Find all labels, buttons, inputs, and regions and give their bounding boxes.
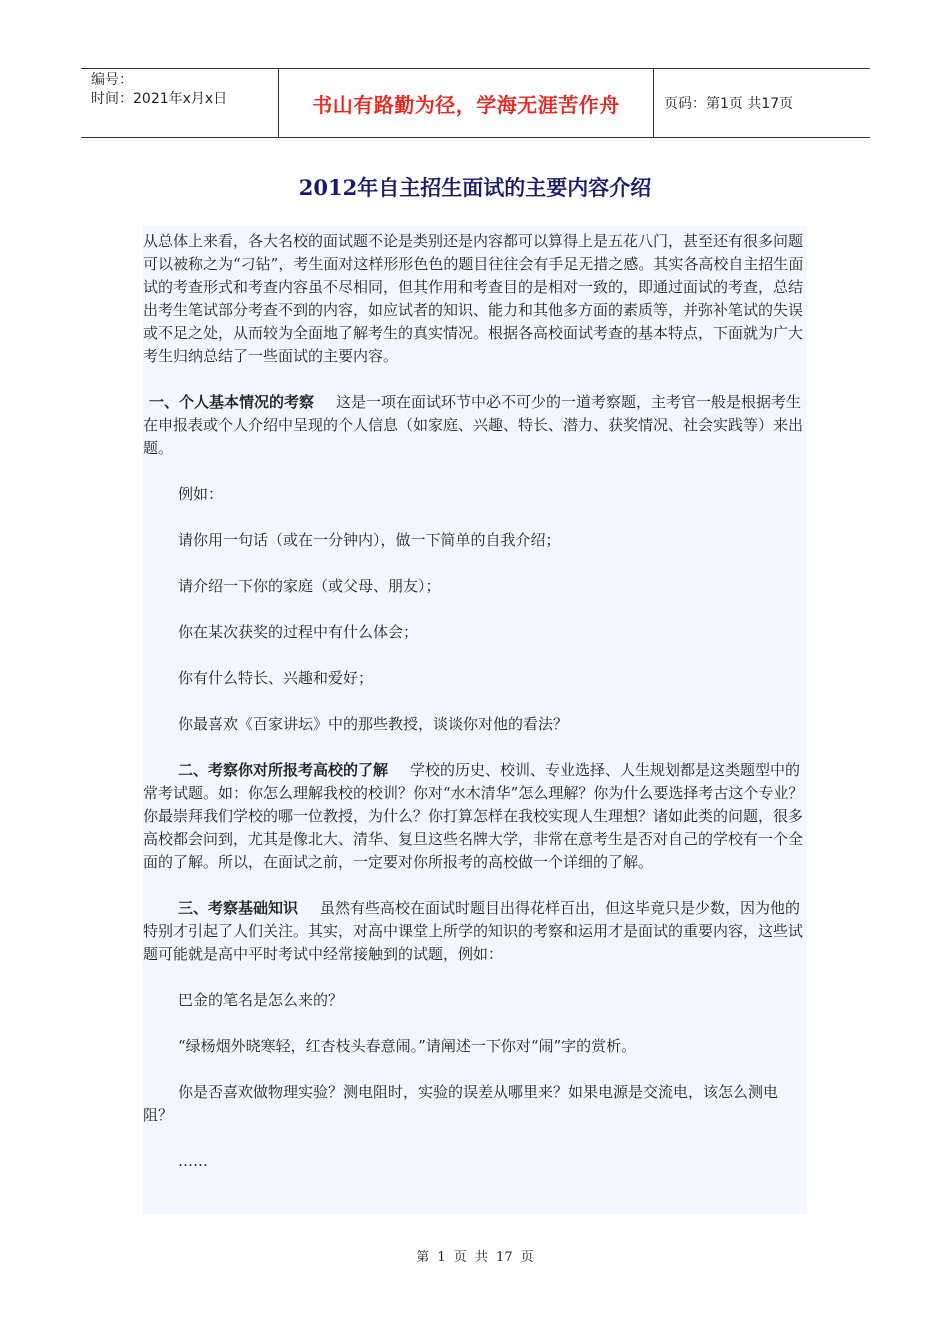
article-body: [143, 226, 807, 1214]
page-header: [81, 68, 870, 138]
section-1-item: 请你用一句话（或在一分钟内），做一下简单的自我介绍；: [178, 531, 561, 549]
section-1-heading: 一、个人基本情况的考察: [149, 393, 315, 411]
section-1-item: 你在某次获奖的过程中有什么体会；: [178, 623, 419, 641]
section-1-body: 这是一项在面试环节中必不可少的一道考察题，主考官一般是根据考生在申报表或个人介绍中呈现的个人信息（如家庭、兴趣、特长、潜力、获奖情况、社会实践等）来出题。: [143, 393, 804, 457]
section-3-item: 你是否喜欢做物理实验？测电阻时，实验的误差从哪里来？如果电源是交流电，该怎么测电阻？: [143, 1083, 779, 1124]
time-label: 时间：2021年x月x日: [91, 91, 228, 107]
page-footer: 第 1 页 共 17 页: [416, 1250, 534, 1265]
section-1-item: 你最喜欢《百家讲坛》中的那些教授，谈谈你对他的看法？: [178, 715, 569, 733]
document-title: 2012年自主招生面试的主要内容介绍: [298, 175, 652, 200]
header-motto: 书山有路勤为径，学海无涯苦作舟: [279, 69, 654, 137]
section-1-item: 例如：: [178, 485, 224, 503]
section-2-body: 学校的历史、校训、专业选择、人生规划都是这类题型中的常考试题。如：你怎么理解我校的校训？你对“水木清华”怎么理解？你为什么要选择考古这个专业？你最崇拜我们学校的哪一位教授，为什么？你打算怎样在我校实现人生理想？诸如此类的问题，很多高校都会问到，尤其是像北大、清华、复旦这些名牌大学，非常在意考生是否对自己的学校有一个全面的了解。所以，在面试之前，一定要对你所报考的高校做一个详细的了解。: [143, 761, 804, 871]
header-meta: [81, 69, 279, 137]
number-label: 编号：: [91, 72, 133, 88]
intro-paragraph: 从总体上来看，各大名校的面试题不论是类别还是内容都可以算得上是五花八门，甚至还有很多问题可以被称之为“刁钻”，考生面对这样形形色色的题目往往会有手足无措之感。其实各高校自主招生面试的考查形式和考查内容虽不尽相同，但其作用和考查目的是相对一致的，即通过面试的考查，总结出考生笔试部分考查不到的内容，如应试者的知识、能力和其他多方面的素质等，并弥补笔试的失误或不足之处，从而较为全面地了解考生的真实情况。根据各高校面试考查的基本特点，下面就为广大考生归纳总结了一些面试的主要内容。: [143, 232, 804, 365]
section-3-body: 虽然有些高校在面试时题目出得花样百出，但这毕竟只是少数，因为他的特别才引起了人们关注。其实，对高中课堂上所学的知识的考察和运用才是面试的重要内容，这些试题可能就是高中平时考试中经常接触到的试题，例如：: [143, 899, 804, 963]
section-3-heading: 三、考察基础知识: [178, 899, 299, 917]
section-2-paragraph: [143, 759, 807, 874]
section-2-heading: 二、考察你对所报考高校的了解: [178, 761, 389, 779]
section-1-paragraph: [143, 391, 807, 460]
section-1-item: 你有什么特长、兴趣和爱好；: [178, 669, 374, 687]
section-3-item: 巴金的笔名是怎么来的？: [178, 991, 344, 1009]
section-3-item: ……: [178, 1152, 208, 1170]
header-page-info: 页码：第1页 共17页: [664, 96, 794, 112]
section-3-paragraph: [143, 897, 807, 966]
section-1-item: 请介绍一下你的家庭（或父母、朋友）；: [178, 577, 441, 595]
section-3-item: “绿杨烟外晓寒轻，红杏枝头春意闹。”请阐述一下你对“闹”字的赏析。: [178, 1037, 637, 1055]
